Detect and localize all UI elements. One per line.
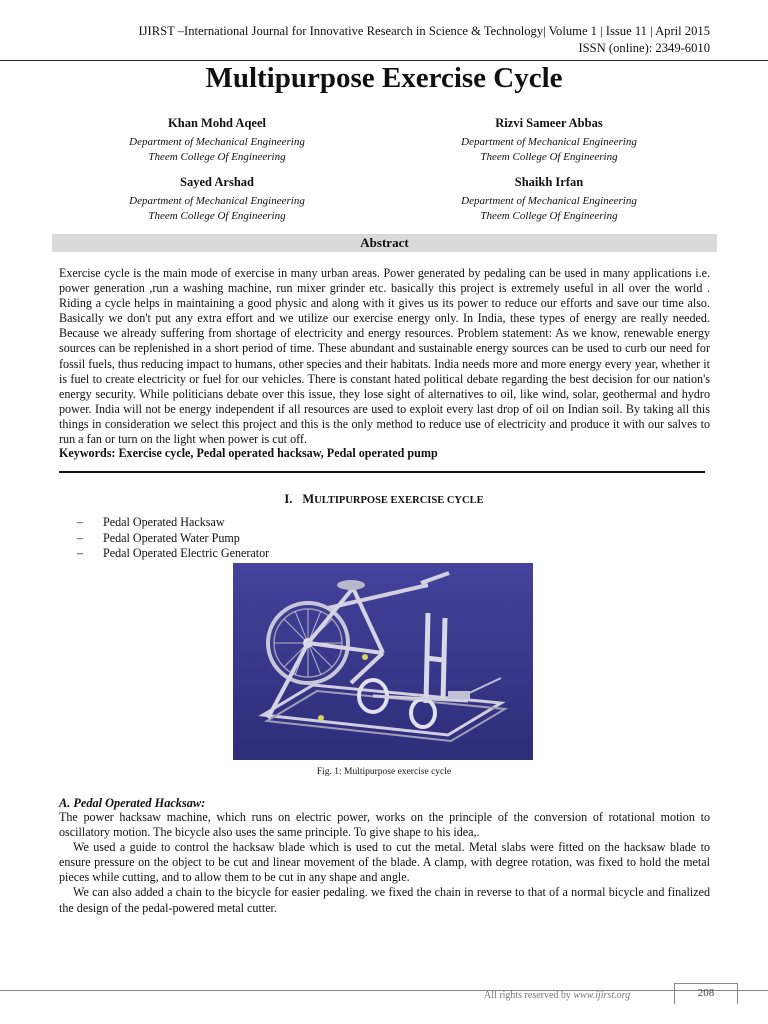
section-number: I. [284, 492, 293, 506]
dash: – [77, 515, 84, 529]
author-name: Sayed Arshad [180, 175, 254, 189]
issn-line: ISSN (online): 2349-6010 [578, 41, 710, 55]
bullet-list [77, 515, 269, 562]
figure-caption: Fig. 1: Multipurpose exercise cycle [316, 767, 452, 777]
author-college: Theem College Of Engineering [148, 151, 286, 163]
header-divider [0, 60, 768, 61]
journal-header: IJIRST –International Journal for Innovative Research in Science & Technology| Volume 1 | Issue 11 | April 2015 [138, 24, 710, 38]
author-block [77, 116, 357, 165]
list-item [77, 515, 269, 531]
author-college: Theem College Of Engineering [480, 210, 618, 222]
footer-divider [0, 990, 768, 991]
subsection-body [59, 810, 710, 916]
author-block [77, 175, 357, 224]
pedal-marker [362, 654, 368, 660]
figure-exercise-cycle [233, 563, 533, 760]
dash: – [77, 546, 84, 560]
rights-text: All rights reserved by [484, 990, 574, 1001]
keywords-divider [59, 471, 705, 473]
paragraph: We can also added a chain to the bicycle for easier pedaling. we fixed the chain in reverse to that of a normal bicycle and finalized the design of the pedal-powered metal cutter. [59, 885, 710, 915]
page-number: 208 [674, 983, 738, 1004]
paragraph: The power hacksaw machine, which runs on electric power, works on the principle of the conversion of rotational motion to oscillatory motion. The bicycle also uses the same principle. To give shape to his idea,. [59, 810, 710, 840]
abstract-heading: Abstract [52, 234, 717, 252]
abstract-body: Exercise cycle is the main mode of exercise in many urban areas. Power generated by pedaling can be used in many applications i.e. power generation ,run a washing machine, run mixer grinder etc. basically this project is extremely useful in all over the world . Riding a cycle helps in maintaining a good physic and along with it gives us its power to reduce our efforts and save our time also. Basically we don't put any extra effort and we utilize our exercise energy only. In India, these types of energy are really needed. Because we already suffering from shortage of electricity and energy resources. Problem statement: As we know, renewable energy sources can be replenished in a short period of time. These abundant and sustainable energy sources can be used to curb our need for fossil fuels, thus reducing impact to humans, other species and their habitats. India needs more and more energy every year, whether it is fuel to create electricity or fuel for our vehicles. There is constant hated political debate regarding the best decision for our nation's energy security. While politicians debate over this issue, they lose sight of alternatives to oil, like wind, solar, geothermal and hydro power. India will not be energy independent if all resources are used to exploit every last drop of oil on Indian soil. By taking all this things in consideration we select this project and this is the only method to reduce use of electricity and produce it with our salves to run a fan or turn on the light when power is cut off. [59, 266, 710, 447]
author-block [409, 116, 689, 165]
section-heading [0, 492, 768, 507]
author-block [409, 175, 689, 224]
list-item-text: Pedal Operated Hacksaw [103, 515, 225, 529]
keywords: Keywords: Exercise cycle, Pedal operated hacksaw, Pedal operated pump [59, 446, 438, 460]
list-item [77, 546, 269, 562]
list-item [77, 531, 269, 547]
dash: – [77, 530, 84, 545]
author-dept: Department of Mechanical Engineering [129, 195, 305, 207]
section-title-rest: ULTIPURPOSE EXERCISE CYCLE [314, 495, 484, 506]
author-dept: Department of Mechanical Engineering [461, 136, 637, 148]
site-link[interactable]: www.ijirst.org [573, 990, 631, 1001]
subsection-heading: A. Pedal Operated Hacksaw: [59, 796, 206, 810]
axis-marker [318, 715, 324, 721]
author-college: Theem College Of Engineering [480, 151, 618, 163]
paragraph: We used a guide to control the hacksaw blade which is used to cut the metal. Metal slabs were fitted on the hacksaw blade to ensure pressure on the object to be cut and linear movement of the blade. A clamp, with degree rotation, was fixed to hold the metal pieces while cutting, and to allow them to be cut in any shape and angle. [59, 840, 710, 885]
author-college: Theem College Of Engineering [148, 210, 286, 222]
list-item-text: Pedal Operated Electric Generator [103, 546, 270, 560]
author-name: Rizvi Sameer Abbas [495, 116, 603, 130]
author-name: Khan Mohd Aqeel [168, 116, 266, 130]
author-dept: Department of Mechanical Engineering [461, 195, 637, 207]
author-name: Shaikh Irfan [514, 175, 584, 189]
paper-title: Multipurpose Exercise Cycle [205, 62, 563, 94]
list-item-text: Pedal Operated Water Pump [103, 530, 240, 545]
section-title-initial: M [302, 492, 315, 506]
author-dept: Department of Mechanical Engineering [129, 136, 305, 148]
footer-rights [484, 990, 630, 1001]
seat [337, 580, 365, 590]
figure-background [233, 563, 533, 760]
